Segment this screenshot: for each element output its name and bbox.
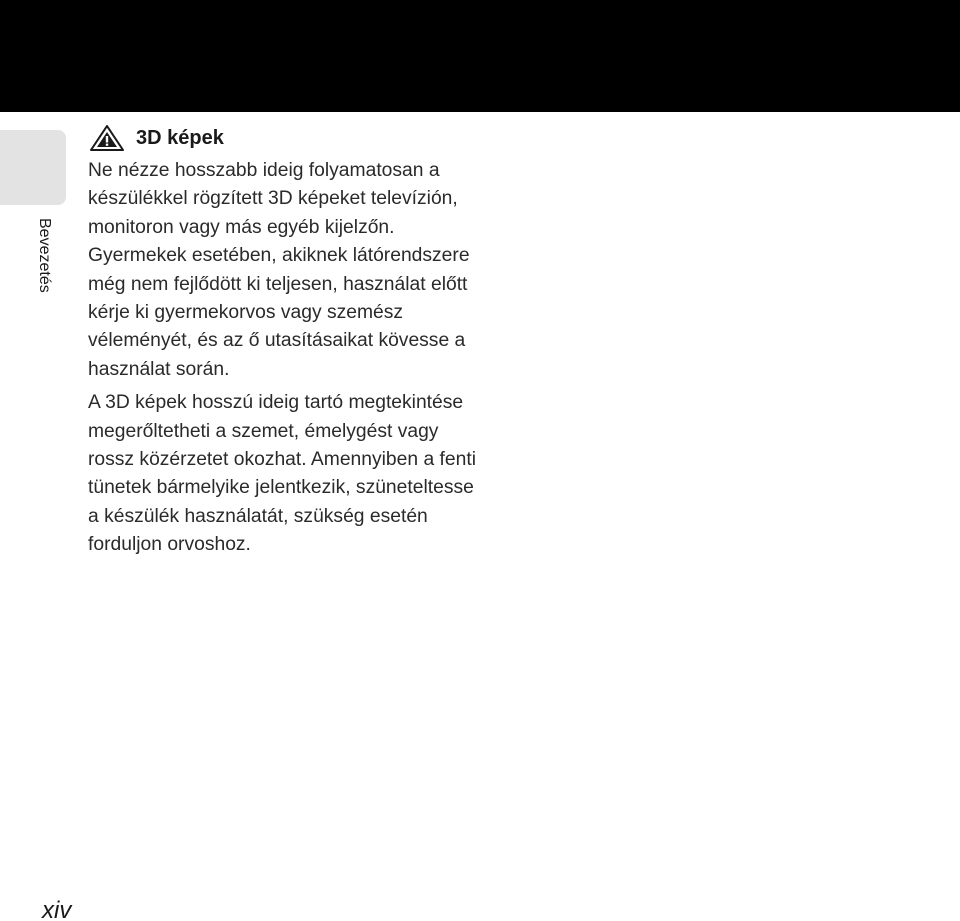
side-tab	[0, 130, 66, 205]
section-heading-row	[88, 124, 488, 152]
warning-triangle-icon	[90, 125, 124, 151]
warning-section	[88, 124, 488, 560]
section-heading: 3D képek	[136, 127, 224, 149]
paragraph-2: A 3D képek hosszú ideig tartó megtekintése megerőltetheti a szemet, émelygést vagy rossz közérzetet okozhat. Amennyiben a fenti tünetek bármelyike jelentkezik, szüneteltesse a készülék használatát, szükség esetén forduljon orvoshoz.	[88, 392, 476, 556]
page-number: xiv	[42, 897, 72, 921]
paragraph-1: Ne nézze hosszabb ideig folyamatosan a készülékkel rögzített 3D képeket televízión, monitoron vagy más egyéb kijelzőn. Gyermekek esetében, akiknek látórendszere még nem fejlődött ki teljesen, használat előtt kérje ki gyermekorvos vagy szemész véleményét, és az ő utasításaikat kövesse a használat során.	[88, 160, 470, 380]
top-black-bar	[0, 0, 960, 112]
side-tab-label: Bevezetés	[36, 218, 53, 293]
